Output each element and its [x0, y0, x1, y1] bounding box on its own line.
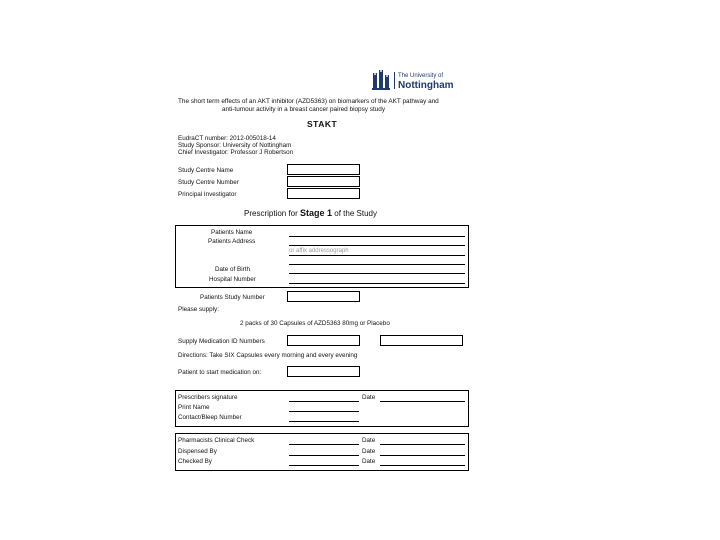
logo-line1: The University of: [398, 73, 444, 79]
patient-address-label: Patients Address: [208, 238, 256, 245]
date-of-birth-line[interactable]: [289, 273, 465, 274]
patient-address-line3[interactable]: [289, 264, 465, 265]
patient-name-line[interactable]: [289, 236, 465, 237]
pharmacy-check-line[interactable]: [289, 444, 359, 445]
study-centre-name-label: Study Centre Name: [178, 167, 234, 174]
checked-date-line[interactable]: [380, 465, 465, 466]
dispensed-date-line[interactable]: [380, 455, 465, 456]
directions-text: Directions: Take SIX Capsules every morning and every evening: [178, 352, 358, 359]
study-sponsor: Study Sponsor: University of Nottingham: [178, 142, 292, 149]
start-medication-label: Patient to start medication on:: [178, 369, 262, 376]
addressograph-hint: or affix addressograph: [289, 248, 349, 254]
patient-address-line2[interactable]: [289, 255, 465, 256]
date-of-birth-label: Date of Birth: [215, 266, 250, 273]
prescriber-signature-label: Prescribers signature: [178, 394, 238, 401]
chief-investigator: Chief Investigator: Professor J Robertson: [178, 149, 294, 156]
prescription-heading-prefix: Prescription for: [244, 209, 301, 218]
start-medication-field[interactable]: [287, 366, 360, 377]
print-name-line[interactable]: [289, 411, 359, 412]
medication-id-field-2[interactable]: [380, 335, 463, 346]
study-title-line1: The short term effects of an AKT inhibitor (AZD5363) on biomarkers of the AKT pathway and: [178, 98, 439, 105]
pharmacy-check-label: Pharmacists Clinical Check: [178, 437, 255, 444]
prescription-heading-suffix: of the Study: [332, 209, 377, 218]
patient-address-line1[interactable]: [289, 245, 465, 246]
prescription-heading: [244, 208, 377, 218]
castle-crest-icon: [371, 70, 391, 91]
study-centre-number-label: Study Centre Number: [178, 179, 239, 186]
please-supply-label: Please supply:: [178, 306, 219, 313]
checked-date-label: Date: [362, 458, 376, 465]
patient-study-number-field[interactable]: [287, 291, 360, 302]
prescriber-date-line[interactable]: [380, 401, 465, 402]
pharmacy-check-date-line[interactable]: [380, 444, 465, 445]
principal-investigator-field[interactable]: [287, 188, 360, 199]
eudract-number: EudraCT number: 2012-005018-14: [178, 135, 276, 142]
study-centre-number-field[interactable]: [287, 176, 360, 187]
prescriber-signature-line[interactable]: [289, 401, 359, 402]
print-name-label: Print Name: [178, 404, 210, 411]
hospital-number-line[interactable]: [289, 283, 465, 284]
prescriber-date-label: Date: [362, 394, 376, 401]
pharmacy-check-date-label: Date: [362, 437, 376, 444]
dispensed-date-label: Date: [362, 448, 376, 455]
medication-id-label: Supply Medication ID Numbers: [178, 338, 265, 345]
dispensed-by-line[interactable]: [289, 455, 359, 456]
checked-by-line[interactable]: [289, 465, 359, 466]
medication-id-field-1[interactable]: [287, 335, 360, 346]
logo-line2: Nottingham: [398, 80, 454, 91]
dispensed-by-label: Dispensed By: [178, 448, 217, 455]
study-title-line2: anti-tumour activity in a breast cancer paired biopsy study: [222, 106, 386, 113]
patient-name-label: Patients Name: [211, 229, 253, 236]
prescription-heading-stage: Stage 1: [300, 208, 333, 218]
study-centre-name-field[interactable]: [287, 164, 360, 175]
contact-bleep-line[interactable]: [289, 421, 359, 422]
university-logo: [371, 70, 491, 92]
checked-by-label: Checked By: [178, 458, 212, 465]
logo-divider: [394, 72, 395, 89]
hospital-number-label: Hospital Number: [209, 276, 256, 283]
contact-bleep-label: Contact/Bleep Number: [178, 414, 242, 421]
study-acronym: STAKT: [307, 119, 338, 129]
principal-investigator-label: Principal Investigator: [178, 191, 237, 198]
patient-study-number-label: Patients Study Number: [200, 294, 265, 301]
supply-item-text: 2 packs of 30 Capsules of AZD5363 80mg or Placebo: [240, 320, 390, 327]
